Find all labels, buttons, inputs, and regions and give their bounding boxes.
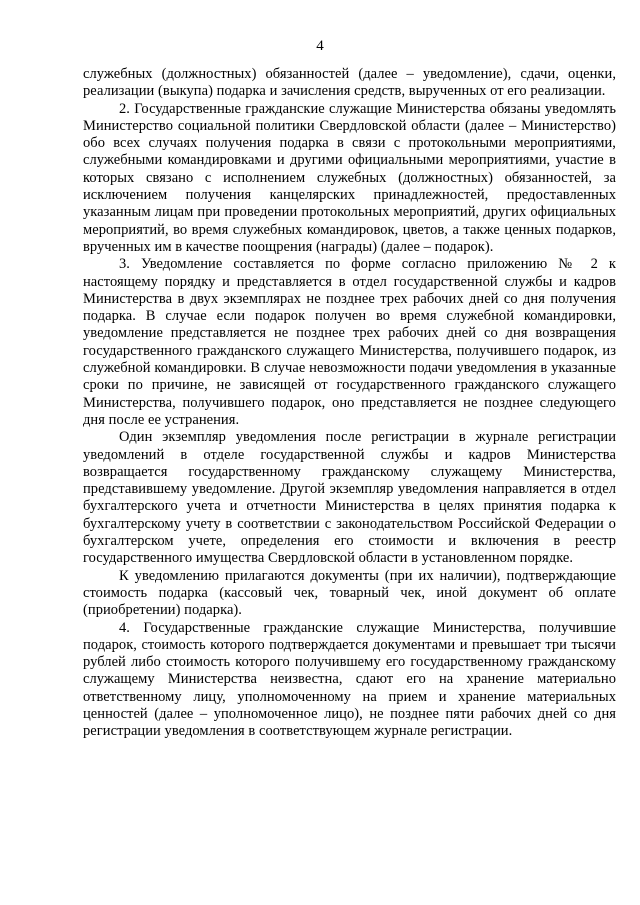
paragraph-registration: Один экземпляр уведомления после регистрации в журнале регистрации уведомлений в отделе государственной службы и кадров Министерства возвращается государственному гражданскому служащему Министерства, представившему уведомление. Другой экземпляр уведомления направляется в отдел бухгалтерского учета и отчетности Министерства в целях принятия подарка к бухгалтерскому учету в соответствии с законодательством Российской Федерации о бухгалтерском учете, определения его стоимости и включения в реестр государственного имущества Свердловской области в установленном порядке.	[83, 429, 616, 567]
paragraph-attachments: К уведомлению прилагаются документы (при их наличии), подтверждающие стоимость подарка (кассовый чек, товарный чек, иной документ об оплате (приобретении) подарка).	[83, 567, 616, 619]
page-number: 4	[316, 38, 324, 54]
paragraph-item-2: 2. Государственные гражданские служащие Министерства обязаны уведомлять Министерство социальной политики Свердловской области (далее – Министерство) обо всех случаях получения подарка в связи с протокольными мероприятиями, служебными командировками и другими официальными мероприятиями, участие в которых связано с исполнением служебных (должностных) обязанностей, за исключением получения канцелярских принадлежностей, предоставленных указанным лицам при проведении протокольных мероприятий, других официальных мероприятий, во время служебных командировок, цветов, а также ценных подарков, врученных им в качестве поощрения (награды) (далее – подарок).	[83, 100, 616, 255]
paragraph-item-3: 3. Уведомление составляется по форме согласно приложению № 2 к настоящему порядку и представляется в отдел государственной службы и кадров Министерства в двух экземплярах не позднее трех рабочих дней со дня получения подарка. В случае если подарок получен во время служебной командировки, уведомление представляется не позднее трех рабочих дней со дня возвращения государственного гражданского служащего Министерства, получившего подарок, из служебной командировки. В случае невозможности подачи уведомления в указанные сроки по причине, не зависящей от государственного гражданского служащего Министерства, получившего подарок, оно представляется не позднее следующего дня после ее устранения.	[83, 256, 616, 428]
document-body	[83, 66, 616, 741]
paragraph-continuation: служебных (должностных) обязанностей (далее – уведомление), сдачи, оценки, реализации (выкупа) подарка и зачисления средств, вырученных от его реализации.	[83, 66, 616, 100]
paragraph-item-4: 4. Государственные гражданские служащие Министерства, получившие подарок, стоимость которого подтверждается документами и превышает три тысячи рублей либо стоимость которого получившему его государственному гражданскому служащему Министерства неизвестна, сдают его на хранение материально ответственному лицу, уполномоченному на прием и хранение материальных ценностей (далее – уполномоченное лицо), не позднее пяти рабочих дней со дня регистрации уведомления в соответствующем журнале регистрации.	[83, 619, 616, 740]
